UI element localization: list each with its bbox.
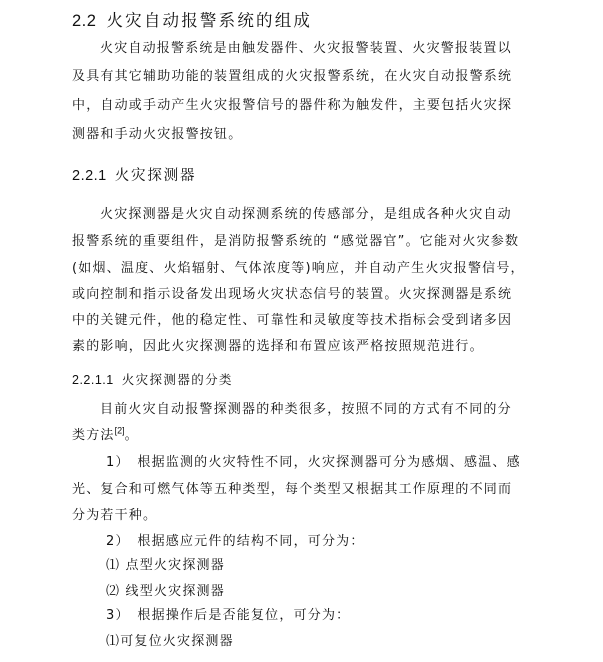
list-item: 3） 根据操作后是否能复位，可分为： (106, 608, 351, 623)
section-number: 2.2.1 (72, 168, 107, 184)
section-title: 火灾探测器的分类 (121, 372, 233, 387)
paragraph-line: 或向控制和指示设备发出现场火灾状态信号的装置。火灾探测器是系统 (72, 287, 513, 302)
intro-end: 。 (124, 428, 139, 443)
section-number: 2.2 (72, 12, 97, 30)
sub-list-item: ⑴可复位火灾探测器 (106, 634, 234, 649)
list-item-line: 光、复合和可燃气体等五种类型，每个类型又根据其工作原理的不同而 (72, 482, 513, 497)
sub-list-item: ⑴ 点型火灾探测器 (106, 558, 225, 573)
list-item-line: 分为若干种。 (72, 508, 158, 523)
section-heading-2-2-1 (72, 167, 196, 185)
intro-text: 类方法 (72, 428, 115, 443)
paragraph-line: 火灾自动报警系统是由触发器件、火灾报警装置、火灾警报装置以 (100, 41, 512, 56)
paragraph-line: 中的关键元件，他的稳定性、可靠性和灵敏度等技术指标会受到诸多因 (72, 313, 513, 328)
paragraph-line: 素的影响，因此火灾探测器的选择和布置应该严格按照规范进行。 (72, 339, 484, 354)
section-heading-2-2 (72, 11, 312, 31)
paragraph-line: 测器和手动火灾报警按钮。 (72, 127, 243, 142)
list-item-line: 1） 根据监测的火灾特性不同，火灾探测器可分为感烟、感温、感 (106, 455, 521, 470)
paragraph-line: 火灾探测器是火灾自动探测系统的传感部分，是组成各种火灾自动 (100, 207, 512, 222)
section-number: 2.2.1.1 (72, 373, 114, 387)
citation-ref: [2] (114, 425, 125, 436)
list-item: 2） 根据感应元件的结构不同，可分为： (106, 534, 365, 549)
section-title: 火灾探测器 (114, 168, 197, 184)
paragraph-line: 中，自动或手动产生火灾报警信号的器件称为触发件，主要包括火灾探 (72, 98, 513, 113)
paragraph-line: 目前火灾自动报警探测器的种类很多，按照不同的方式有不同的分 (100, 402, 512, 417)
paragraph-line (72, 425, 139, 444)
paragraph-line: 报警系统的重要组件，是消防报警系统的 “感觉器官”。它能对火灾参数 (72, 234, 520, 249)
paragraph-line: 及具有其它辅助功能的装置组成的火灾报警系统，在火灾自动报警系统 (72, 69, 513, 84)
paragraph-line: (如烟、温度、火焰辐射、气体浓度等)响应，并自动产生火灾报警信号， (72, 261, 525, 276)
section-title: 火灾自动报警系统的组成 (106, 11, 313, 30)
section-heading-2-2-1-1 (72, 372, 233, 388)
sub-list-item: ⑵ 线型火灾探测器 (106, 584, 225, 599)
